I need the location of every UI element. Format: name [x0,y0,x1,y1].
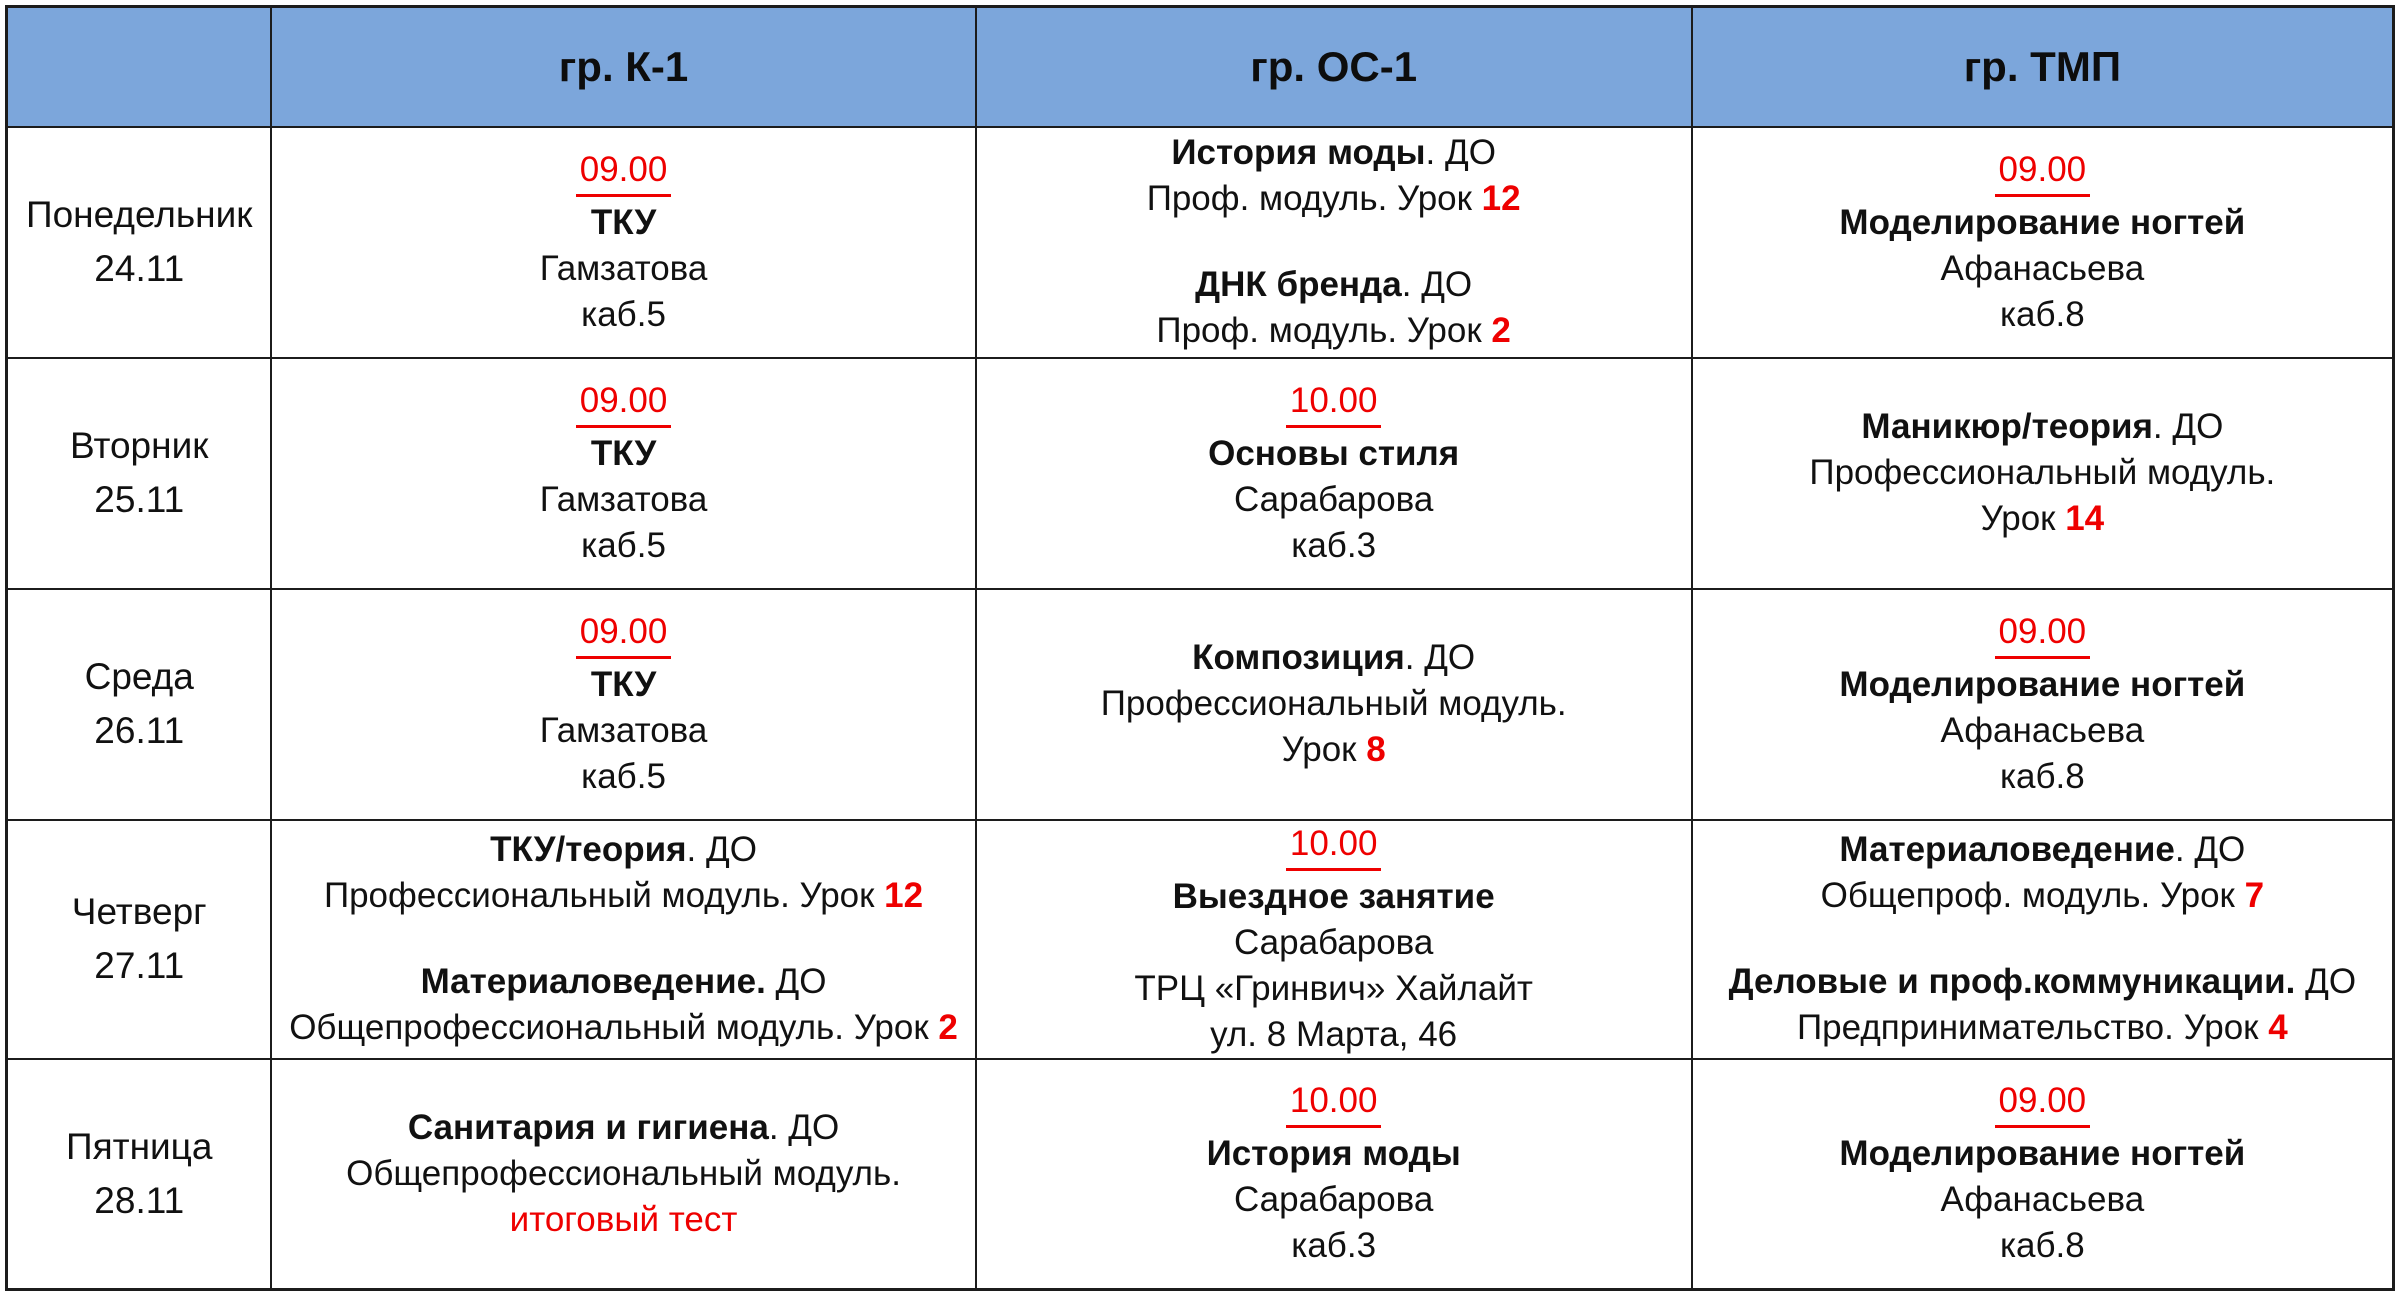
lesson-text-segment: ТКУ [590,202,657,242]
lesson-text-segment: Проф. модуль. Урок [1156,311,1492,350]
column-header-group-os1: гр. ОС-1 [976,7,1692,127]
lesson-text-segment: каб.3 [1291,1226,1377,1266]
weekly-schedule-table [5,5,2395,1291]
schedule-line [983,130,1685,176]
schedule-line [983,727,1685,773]
schedule-line [1699,292,2386,338]
schedule-line [983,262,1685,308]
lesson-time-label: 09.00 [1995,147,2091,197]
lesson-text-segment: Гамзатова [539,479,708,519]
schedule-line [278,1151,968,1197]
lesson-text-segment: Основы стиля [1208,433,1460,473]
lesson-text-segment: Деловые и проф.коммуникации. [1728,962,2296,1001]
schedule-line [278,1105,968,1151]
schedule-cell-tuesday-k1 [271,358,975,589]
schedule-line [1699,450,2386,496]
lesson-text-segment: История моды [1206,1134,1461,1174]
day-date: 27.11 [94,945,185,986]
lesson-text-segment: . ДО [768,1107,840,1147]
day-date: 24.11 [94,248,185,289]
schedule-line [983,1177,1685,1223]
schedule-line [983,1131,1685,1177]
schedule-line [278,609,968,662]
schedule-line [278,827,968,873]
lesson-text-segment: 2 [938,1008,958,1047]
schedule-line [278,1005,968,1051]
schedule-cell-monday-k1 [271,127,975,358]
schedule-cell-friday-os1 [976,1059,1692,1290]
schedule-cell-wednesday-tmp [1692,589,2394,820]
schedule-line [278,754,968,800]
day-cell-tuesday [7,358,272,589]
lesson-text-segment: Общепрофессиональный модуль. Урок [289,1008,939,1047]
schedule-line [983,1078,1685,1131]
schedule-line [1699,246,2386,292]
lesson-text-segment: ДО [2295,962,2357,1001]
lesson-text-segment: Сарабарова [1233,922,1434,962]
schedule-line [278,431,968,477]
schedule-cell-friday-k1 [271,1059,975,1290]
schedule-line [983,920,1685,966]
table-row-monday [7,127,2394,358]
schedule-cell-thursday-tmp [1692,820,2394,1059]
schedule-line [278,662,968,708]
schedule-cell-monday-os1 [976,127,1692,358]
lesson-time-label: 10.00 [1286,821,1382,871]
lesson-text-segment: . ДО [1404,638,1476,677]
schedule-line [983,431,1685,477]
table-row-tuesday [7,358,2394,589]
day-date: 25.11 [94,479,185,520]
schedule-line [1699,1078,2386,1131]
schedule-cell-wednesday-k1 [271,589,975,820]
schedule-line [983,966,1685,1012]
spacer-line [278,919,968,959]
lesson-text-segment: каб.8 [1999,756,2085,796]
lesson-text-segment: каб.5 [581,525,666,565]
lesson-text-segment: 8 [1366,730,1386,769]
table-header [7,7,2394,127]
lesson-text-segment: Афанасьева [1940,248,2145,288]
schedule-line [278,1197,968,1243]
lesson-text-segment: . ДО [1401,265,1473,304]
lesson-text-segment: Общепроф. модуль. Урок [1820,876,2245,915]
schedule-line [278,959,968,1005]
lesson-time-label: 10.00 [1286,378,1382,428]
lesson-text-segment: каб.8 [1999,1226,2085,1266]
schedule-cell-wednesday-os1 [976,589,1692,820]
schedule-line [278,708,968,754]
table-body [7,127,2394,1290]
schedule-cell-thursday-os1 [976,820,1692,1059]
spacer-line [1699,919,2386,959]
schedule-line [1699,959,2386,1005]
schedule-cell-tuesday-tmp [1692,358,2394,589]
schedule-line [1699,1005,2386,1051]
lesson-time-label: 10.00 [1286,1078,1382,1128]
schedule-line [1699,404,2386,450]
column-header-group-k1: гр. К-1 [271,7,975,127]
schedule-line [1699,609,2386,662]
lesson-text-segment: 4 [2268,1008,2288,1047]
lesson-text-segment: ТРЦ «Гринвич» Хайлайт [1134,968,1533,1008]
table-row-wednesday [7,589,2394,820]
lesson-text-segment: Гамзатова [539,248,708,288]
schedule-line [1699,708,2386,754]
lesson-text-segment: Гамзатова [539,710,708,750]
day-name: Понедельник [25,194,253,235]
lesson-text-segment: итоговый тест [509,1199,738,1239]
day-cell-monday [7,127,272,358]
lesson-text-segment: Проф. модуль. Урок [1146,179,1482,218]
lesson-text-segment: 12 [884,876,924,915]
day-name: Среда [84,656,194,697]
lesson-text-segment: . ДО [1425,133,1496,172]
schedule-line [983,523,1685,569]
lesson-text-segment: каб.5 [581,756,666,796]
lesson-text-segment: ДНК бренда [1195,265,1402,304]
schedule-line [1699,1223,2386,1269]
schedule-line [983,308,1685,354]
schedule-line [278,378,968,431]
column-header-days [7,7,272,127]
schedule-line [278,200,968,246]
schedule-line [1699,1177,2386,1223]
schedule-line [278,873,968,919]
spacer-line [983,222,1685,262]
schedule-line [1699,1131,2386,1177]
day-cell-friday [7,1059,272,1290]
day-cell-wednesday [7,589,272,820]
day-name: Пятница [66,1125,213,1167]
lesson-text-segment: Афанасьева [1940,1180,2145,1220]
lesson-text-segment: Композиция [1192,638,1405,677]
schedule-line [278,246,968,292]
day-name: Четверг [71,891,207,932]
lesson-text-segment: каб.3 [1291,525,1377,565]
schedule-line [983,821,1685,874]
schedule-line [1699,147,2386,200]
schedule-cell-monday-tmp [1692,127,2394,358]
lesson-text-segment: 2 [1491,311,1511,350]
schedule-cell-friday-tmp [1692,1059,2394,1290]
lesson-text-segment: . ДО [2152,407,2224,446]
lesson-text-segment: Выездное занятие [1172,876,1495,916]
lesson-text-segment: Моделирование ногтей [1839,1134,2246,1174]
table-row-friday [7,1059,2394,1290]
schedule-line [983,176,1685,222]
schedule-line [983,681,1685,727]
schedule-line [278,477,968,523]
lesson-text-segment: каб.5 [581,294,666,334]
lesson-time-label: 09.00 [576,378,672,428]
lesson-text-segment: Профессиональный модуль. Урок [323,876,885,915]
lesson-text-segment: Сарабарова [1233,1180,1434,1220]
lesson-text-segment: 14 [2065,499,2105,538]
schedule-line [1699,873,2386,919]
schedule-line [983,874,1685,920]
column-header-group-tmp: гр. ТМП [1692,7,2394,127]
schedule-line [1699,754,2386,800]
schedule-line [1699,496,2386,542]
lesson-text-segment: ТКУ [590,433,657,473]
lesson-text-segment: Профессиональный модуль. [1100,684,1567,723]
header-row [7,7,2394,127]
table-row-thursday [7,820,2394,1059]
lesson-text-segment: Афанасьева [1940,710,2145,750]
schedule-line [278,147,968,200]
lesson-text-segment: Урок [1281,730,1367,769]
schedule-line [1699,827,2386,873]
schedule-line [983,378,1685,431]
lesson-time-label: 09.00 [576,609,672,659]
day-date: 26.11 [94,710,185,751]
lesson-text-segment: Урок [1980,499,2066,538]
schedule-line [278,523,968,569]
lesson-text-segment: каб.8 [1999,294,2085,334]
lesson-text-segment: ТКУ/теория [490,830,687,869]
lesson-text-segment: . ДО [2174,830,2246,869]
schedule-line [278,292,968,338]
lesson-text-segment: ДО [765,962,827,1001]
lesson-time-label: 09.00 [1995,609,2091,659]
schedule-line [983,1223,1685,1269]
schedule-line [983,477,1685,523]
schedule-cell-tuesday-os1 [976,358,1692,589]
day-date: 28.11 [94,1179,185,1221]
lesson-text-segment: Профессиональный модуль. [1809,453,2276,492]
lesson-text-segment: ТКУ [590,664,657,704]
lesson-text-segment: 7 [2244,876,2265,915]
schedule-line [1699,662,2386,708]
schedule-line [1699,200,2386,246]
lesson-text-segment: ул. 8 Марта, 46 [1210,1014,1458,1054]
lesson-text-segment: Сарабарова [1233,479,1434,519]
lesson-text-segment: . ДО [686,830,757,869]
lesson-text-segment: Материаловедение [1839,830,2175,869]
lesson-time-label: 09.00 [576,147,672,197]
lesson-time-label: 09.00 [1995,1078,2091,1128]
lesson-text-segment: Моделирование ногтей [1839,664,2246,704]
lesson-text-segment: История моды [1171,133,1426,172]
day-cell-thursday [7,820,272,1059]
schedule-cell-thursday-k1 [271,820,975,1059]
schedule-line [983,1012,1685,1058]
day-name: Вторник [70,425,209,466]
lesson-text-segment: Предпринимательство. Урок [1797,1008,2269,1047]
lesson-text-segment: Санитария и гигиена [407,1107,769,1147]
lesson-text-segment: Моделирование ногтей [1839,202,2246,242]
lesson-text-segment: Маникюр/теория [1861,407,2153,446]
schedule-line [983,635,1685,681]
lesson-text-segment: 12 [1481,179,1521,218]
lesson-text-segment: Материаловедение. [420,962,766,1001]
lesson-text-segment: Общепрофессиональный модуль. [346,1153,901,1193]
